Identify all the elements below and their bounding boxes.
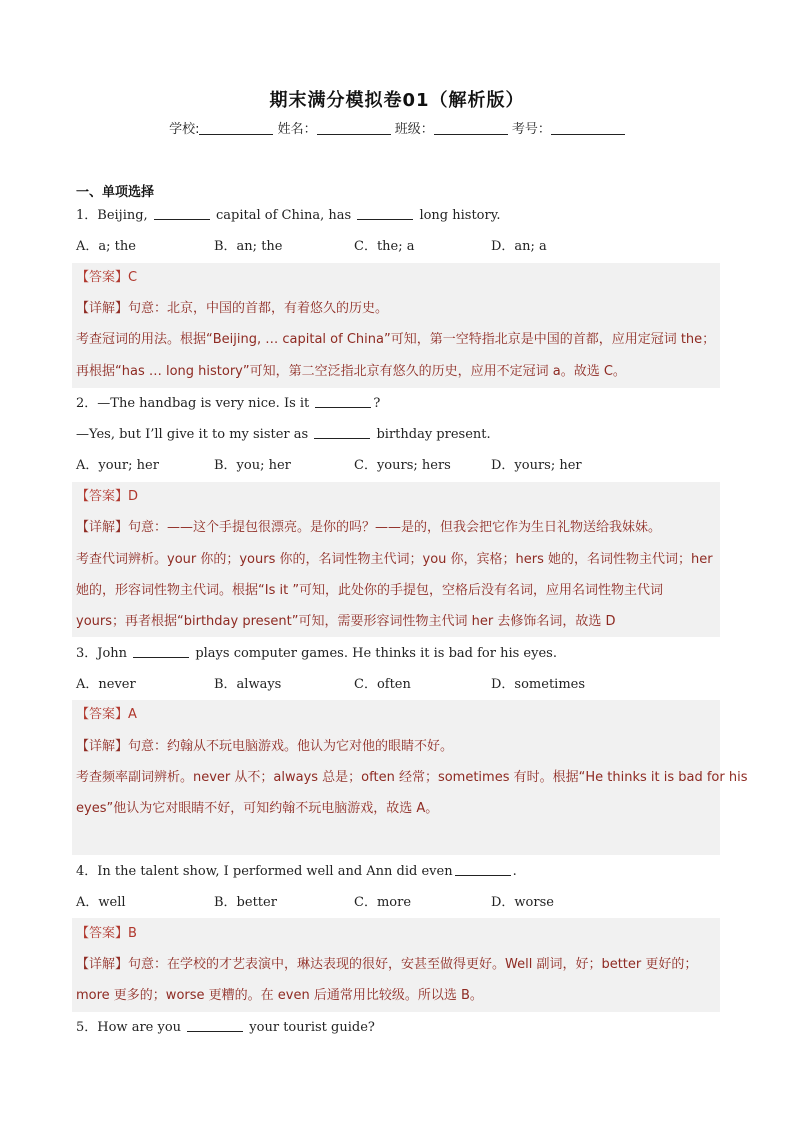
class-label: 班级： (394, 122, 434, 137)
q4-explanation-line: 【详解】句意：在学校的才艺表演中，琳达表现的很好，安甚至做得更好。Well 副词，好；better 更好的； (76, 957, 698, 972)
question-1-stem: 1．Beijing, capital of China, has long history. (76, 208, 501, 223)
q3-explanation-line: 考查频率副词辨析。never 从不；always 总是；often 经常；sometimes 有时。根据“He thinks it is bad for his (76, 770, 748, 785)
q4-answer: 【答案】B (76, 926, 137, 941)
school-blank (199, 121, 273, 135)
name-label: 姓名： (277, 122, 317, 137)
id-blank (551, 121, 625, 135)
q4-option-b: B．better (214, 895, 277, 910)
q2-explanation-line: 她的，形容词性物主代词。根据“Is it ”可知，此处你的手提包，空格后没有名词，应用名词性物主代词 (76, 583, 664, 598)
q1-explanation-line: 再根据“has … long history”可知，第二空泛指北京有悠久的历史，应用不定冠词 a。故选 C。 (76, 364, 626, 379)
question-5-stem: 5．How are you your tourist guide? (76, 1020, 375, 1035)
page-title: 期末满分模拟卷01（解析版） (269, 90, 525, 111)
q4-option-a: A．well (76, 895, 126, 910)
q1-explanation-line: 【详解】句意：北京，中国的首都，有着悠久的历史。 (76, 301, 389, 316)
q2-option-a: A．your; her (76, 458, 159, 473)
answer-blank (187, 1019, 243, 1032)
school-label: 学校: (169, 122, 200, 137)
q4-explanation-line: more 更多的；worse 更糟的。在 even 后通常用比较级。所以选 B。 (76, 988, 483, 1003)
question-2-stem-line2: —Yes, but I’ll give it to my sister as birthday present. (76, 427, 491, 442)
answer-blank (357, 207, 413, 220)
answer-blank (314, 426, 370, 439)
answer-blank (154, 207, 210, 220)
answer-blank (455, 863, 511, 876)
q3-explanation-line: eyes”他认为它对眼睛不好，可知约翰不玩电脑游戏，故选 A。 (76, 801, 439, 816)
q2-explanation-line: yours；再者根据“birthday present”可知，需要形容词性物主代词 her 去修饰名词，故选 D (76, 614, 616, 629)
q3-answer: 【答案】A (76, 707, 137, 722)
student-info-line (0, 118, 794, 137)
q2-explanation-line: 【详解】句意：——这个手提包很漂亮。是你的吗？——是的，但我会把它作为生日礼物送给我妹妹。 (76, 520, 662, 535)
id-label: 考号： (511, 122, 551, 137)
answer-blank (133, 645, 189, 658)
q1-option-d: D．an; a (491, 239, 547, 254)
q2-answer: 【答案】D (76, 489, 139, 504)
q3-option-b: B．always (214, 677, 282, 692)
q4-option-d: D．worse (491, 895, 554, 910)
q2-explanation-line: 考查代词辨析。your 你的；yours 你的，名词性物主代词；you 你，宾格；hers 她的，名词性物主代词；her (76, 552, 713, 567)
q3-option-d: D．sometimes (491, 677, 586, 692)
question-2-stem: 2．—The handbag is very nice. Is it ? (76, 396, 381, 411)
answer-blank (315, 395, 371, 408)
question-4-stem: 4．In the talent show, I performed well and Ann did even . (76, 864, 517, 879)
q3-option-c: C．often (354, 677, 411, 692)
q4-option-c: C．more (354, 895, 412, 910)
q2-option-b: B．you; her (214, 458, 291, 473)
q2-option-c: C．yours; hers (354, 458, 451, 473)
q3-option-a: A．never (76, 677, 136, 692)
q2-option-d: D．yours; her (491, 458, 582, 473)
section-title: 一、单项选择 (76, 185, 155, 200)
class-blank (434, 121, 508, 135)
name-blank (317, 121, 391, 135)
q1-option-a: A．a; the (76, 239, 136, 254)
question-3-stem: 3．John plays computer games. He thinks it is bad for his eyes. (76, 646, 557, 661)
q1-option-b: B．an; the (214, 239, 283, 254)
q1-option-c: C．the; a (354, 239, 415, 254)
q1-answer: 【答案】C (76, 270, 138, 285)
q1-explanation-line: 考查冠词的用法。根据“Beijing, … capital of China”可知，第一空特指北京是中国的首都，应用定冠词 the； (76, 332, 716, 347)
q3-explanation-line: 【详解】句意：约翰从不玩电脑游戏。他认为它对他的眼睛不好。 (76, 739, 454, 754)
